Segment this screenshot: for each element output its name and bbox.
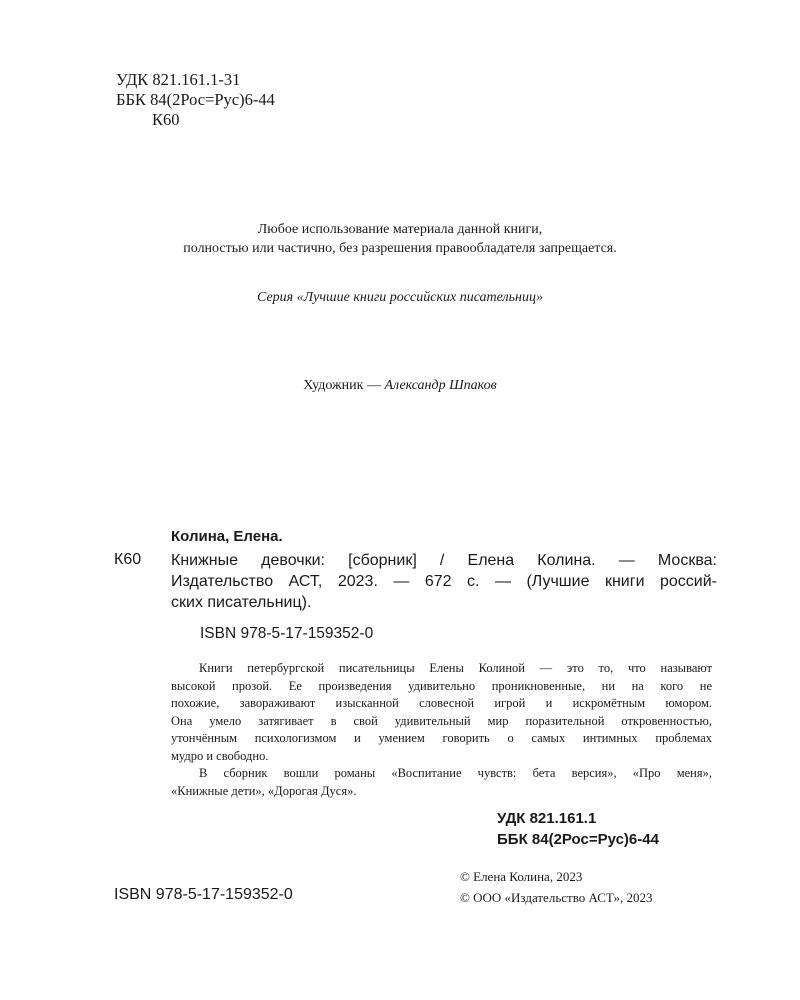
artist-credit: [0, 378, 800, 394]
bib-line: Книжные девочки: [сборник] / Елена Колина. — Москва:: [171, 552, 717, 569]
classification-codes-bottom: [497, 808, 659, 850]
isbn-main: ISBN 978-5-17-159352-0: [200, 625, 374, 642]
bib-line: Издательство АСТ, 2023. — 672 с. — (Лучшие книги россий-: [171, 573, 717, 590]
annotation-line: В сборник вошли романы «Воспитание чувств: бета версия», «Про меня»,: [199, 766, 712, 780]
bib-author: Колина, Елена.: [171, 528, 283, 545]
copyright-author: © Елена Колина, 2023: [460, 869, 583, 884]
annotation-line: высокой прозой. Ее произведения удивительно проникновенные, ни на кого не: [171, 678, 712, 693]
classification-codes-top: [116, 70, 275, 130]
copyright-block: [460, 866, 653, 908]
annotation: [171, 660, 712, 800]
series-title: Серия «Лучшие книги российских писательниц»: [257, 290, 543, 305]
annotation-line: Она умело затягивает в свой удивительный мир поразительной откровенностью,: [171, 713, 712, 728]
bib-author-mark: К60: [114, 551, 142, 568]
artist-name: Александр Шпаков: [384, 378, 497, 393]
author-mark: К60: [152, 110, 180, 129]
annotation-line: утончённым психологизмом и умением говорить о самых интимных проблемах: [171, 731, 712, 745]
annotation-line: «Книжные дети», «Дорогая Дуся».: [171, 783, 357, 798]
notice-line-1: Любое использование материала данной книги,: [257, 222, 543, 237]
notice-line-2: полностью или частично, без разрешения правообладателя запрещается.: [183, 241, 617, 256]
bib-line: ских писательниц).: [171, 594, 312, 611]
udk-code-bottom: УДК 821.161.1: [497, 810, 597, 827]
copyright-publisher: © ООО «Издательство АСТ», 2023: [460, 890, 653, 905]
bib-description: [171, 550, 717, 613]
bbk-code-bottom: ББК 84(2Рос=Рус)6-44: [497, 831, 659, 848]
artist-label: Художник —: [303, 378, 381, 393]
annotation-line: похожие, завораживают изысканной словесной игрой и искромётным юмором.: [171, 696, 712, 710]
bbk-code: ББК 84(2Рос=Рус)6-44: [116, 90, 275, 109]
isbn-bottom: ISBN 978-5-17-159352-0: [114, 886, 293, 903]
udk-code: УДК 821.161.1-31: [116, 70, 241, 89]
annotation-line: мудро и свободно.: [171, 748, 269, 763]
copyright-notice: [0, 220, 800, 258]
annotation-line: Книги петербургской писательницы Елены Колиной — это то, что называют: [199, 661, 712, 675]
